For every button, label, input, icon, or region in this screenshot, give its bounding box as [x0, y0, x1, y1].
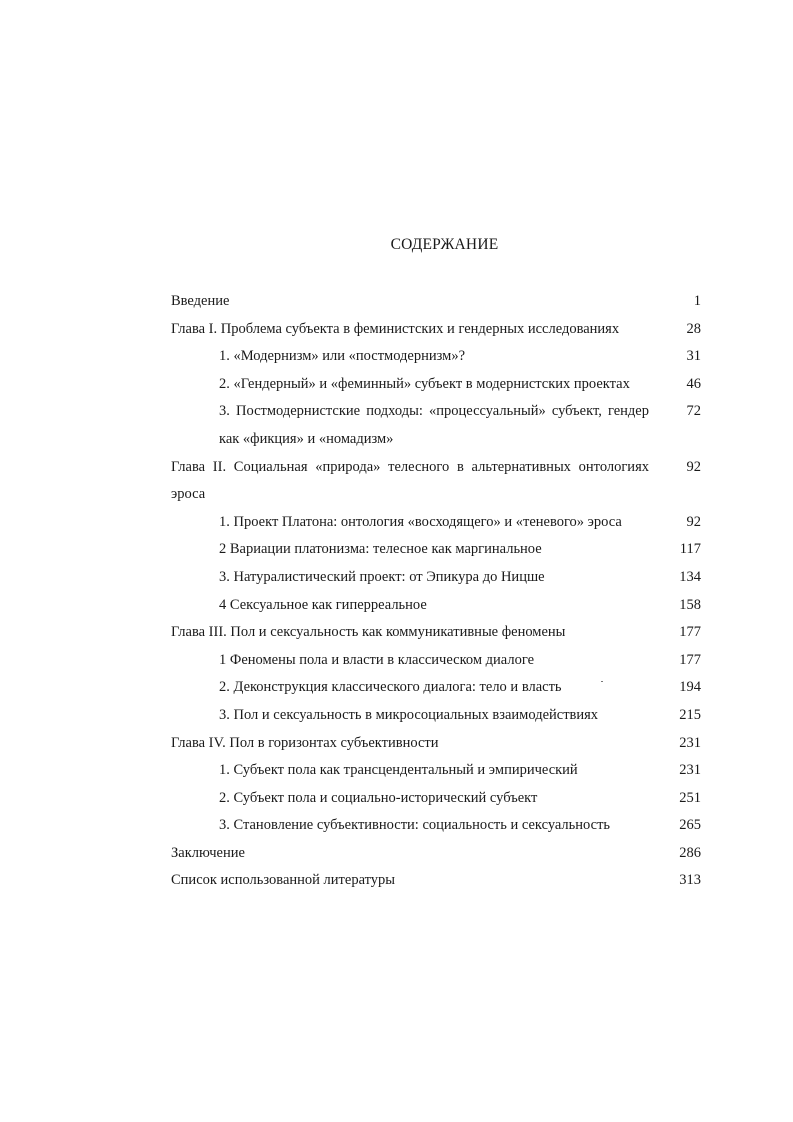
toc-entry: [171, 398, 701, 453]
toc-entry-page: 158: [679, 596, 701, 613]
toc-entry-text: 4 Сексуальное как гиперреальное: [219, 596, 427, 613]
toc-entry: [171, 316, 701, 344]
toc-entry: [171, 371, 701, 399]
toc-entry-text: 2. Деконструкция классического диалога: тело и власть: [219, 679, 562, 696]
toc-entry: [171, 840, 701, 868]
toc-entry-page: 177: [679, 651, 701, 668]
toc-entry-page: 134: [679, 568, 701, 585]
toc-entry-page: 265: [679, 817, 701, 834]
toc-entry-page: 31: [686, 348, 701, 365]
toc-entry-text: 3. Пол и сексуальность в микросоциальных взаимодействиях: [219, 706, 599, 723]
toc-entry-text: Глава IV. Пол в горизонтах субъективности: [171, 734, 439, 751]
toc-entry: [171, 674, 701, 702]
toc-entry-text: 3. Постмодернистские подходы: «процессуальный» субъект, гендер как «фикция» и «номадизм»: [219, 403, 649, 447]
toc-entry-page: 92: [686, 513, 701, 530]
toc-entry-text: Введение: [171, 293, 230, 309]
toc-entry: [171, 619, 701, 647]
toc-entry-text: Глава I. Проблема субъекта в феминистских и гендерных исследованиях: [171, 320, 620, 337]
toc-entry: [171, 343, 701, 371]
toc-entry: [171, 702, 701, 730]
toc-entry-text: Список использованной литературы: [171, 872, 396, 889]
toc-entry-text: 3. Становление субъективности: социальность и сексуальность: [219, 817, 611, 834]
toc-entry-text: 1 Феномены пола и власти в классическом диалоге: [219, 651, 535, 668]
toc-entry-page: 92: [686, 458, 701, 475]
toc-entry: [171, 454, 701, 509]
toc-entry-page: 215: [679, 706, 701, 723]
toc-entry-text: 3. Натуралистический проект: от Эпикура до Ницше: [219, 568, 545, 585]
page-title: СОДЕРЖАНИЕ: [390, 236, 499, 253]
toc-entry: [171, 509, 701, 537]
table-of-contents: [171, 288, 701, 895]
toc-entry-page: 117: [679, 541, 701, 558]
toc-entry-page: 46: [686, 375, 701, 392]
toc-entry-text: 2 Вариации платонизма: телесное как маргинальное: [219, 541, 542, 558]
toc-entry-page: 72: [686, 403, 701, 420]
toc-entry-page: 28: [686, 320, 701, 337]
toc-entry: [171, 536, 701, 564]
toc-entry-text: 1. Субъект пола как трансцендентальный и эмпирический: [219, 762, 578, 779]
toc-entry: [171, 812, 701, 840]
toc-entry-page: 1: [693, 293, 701, 309]
toc-entry-page: 251: [679, 789, 701, 806]
toc-entry-text: 2. Субъект пола и социально-исторический субъект: [219, 789, 538, 806]
toc-entry-page: 177: [679, 624, 701, 641]
toc-entry: [171, 730, 701, 758]
toc-entry-page: 231: [679, 762, 701, 779]
toc-entry-text: 1. Проект Платона: онтология «восходящего» и «теневого» эроса: [219, 513, 622, 530]
toc-entry-text: Заключение: [171, 844, 245, 861]
toc-entry-page: 286: [679, 844, 701, 861]
toc-entry-text: 1. «Модернизм» или «постмодернизм»?: [219, 348, 466, 365]
toc-entry: [171, 647, 701, 675]
toc-entry-text: 2. «Гендерный» и «феминный» субъект в модернистских проектах: [219, 375, 630, 392]
toc-entry-text: Глава II. Социальная «природа» телесного в альтернативных онтологиях эроса: [171, 458, 649, 503]
toc-entry: [171, 564, 701, 592]
toc-entry-text: Глава III. Пол и сексуальность как коммуникативные феномены: [171, 624, 566, 641]
toc-entry: [171, 592, 701, 620]
toc-entry: [171, 757, 701, 785]
toc-entry-page: 194: [679, 679, 701, 696]
toc-entry-page: 313: [679, 872, 701, 889]
toc-entry: [171, 785, 701, 813]
scan-speck: [601, 681, 603, 682]
toc-entry: [171, 288, 701, 316]
toc-entry-page: 231: [679, 734, 701, 751]
toc-entry: [171, 867, 701, 895]
